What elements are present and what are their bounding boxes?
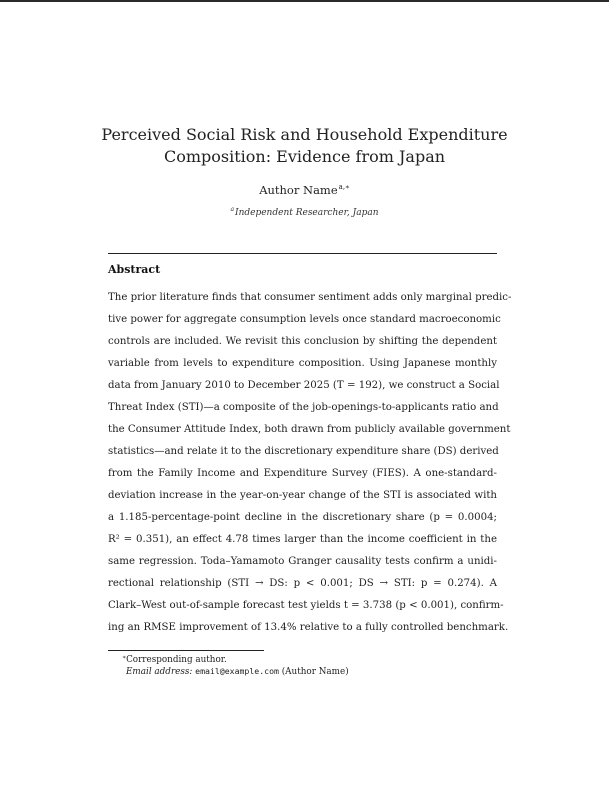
abstract-line: variable from levels to expenditure composition. Using Japanese monthly [108,358,497,369]
affiliation-text: Independent Researcher, Japan [235,208,379,218]
affiliation-mark: a [230,206,235,213]
abstract-body [108,287,512,639]
abstract-top-rule [108,253,497,254]
abstract-line: the Consumer Attitude Index, both drawn from publicly available government [108,424,511,435]
title-line-2: Composition: Evidence from Japan [163,147,446,166]
email-link[interactable]: email@example.com [195,666,279,676]
abstract-line: deviation increase in the year-on-year change of the STI is associated with [108,490,497,501]
abstract-line: same regression. Toda–Yamamoto Granger causality tests confirm a unidi- [108,556,497,567]
abstract-heading: Abstract [108,263,161,276]
footnote-rule [108,650,264,651]
abstract-line: from the Family Income and Expenditure Survey (FIES). A one-standard- [108,468,497,479]
abstract-line: controls are included. We revisit this conclusion by shifting the dependent [108,336,497,347]
footnote-email [126,666,349,677]
paper-title [60,124,549,168]
abstract-line: statistics—and relate it to the discretionary expenditure share (DS) derived [108,446,499,457]
email-label: Email address: [126,667,193,677]
author-marks: a,∗ [338,183,350,191]
abstract-line: Threat Index (STI)—a composite of the job-openings-to-applicants ratio and [108,402,499,413]
abstract-line: tive power for aggregate consumption levels once standard macroeconomic [108,314,501,325]
footnote-corresponding-text: Corresponding author. [126,655,227,665]
abstract-line: data from January 2010 to December 2025 (T = 192), we construct a Social [108,380,500,391]
abstract-line: rectional relationship (STI → DS: p < 0.001; DS → STI: p = 0.274). A [108,578,497,589]
abstract-line: a 1.185-percentage-point decline in the discretionary share (p = 0.0004; [108,512,497,523]
footnote-mark: ∗ [122,654,127,661]
affiliation-line [0,206,609,218]
footnote-corresponding [122,654,227,665]
abstract-line: R² = 0.351), an effect 4.78 times larger than the income coefficient in the [108,534,497,545]
abstract-line: ing an RMSE improvement of 13.4% relative to a fully controlled benchmark. [108,622,509,633]
author-name: Author Name [259,183,338,197]
abstract-line: Clark–West out-of-sample forecast test yields t = 3.738 (p < 0.001), confirm- [108,600,504,611]
email-owner: (Author Name) [281,667,349,677]
author-line [0,183,609,197]
abstract-line: The prior literature finds that consumer sentiment adds only marginal predic- [108,292,512,303]
title-line-1: Perceived Social Risk and Household Expenditure [101,125,508,144]
page-top-border [0,0,609,2]
